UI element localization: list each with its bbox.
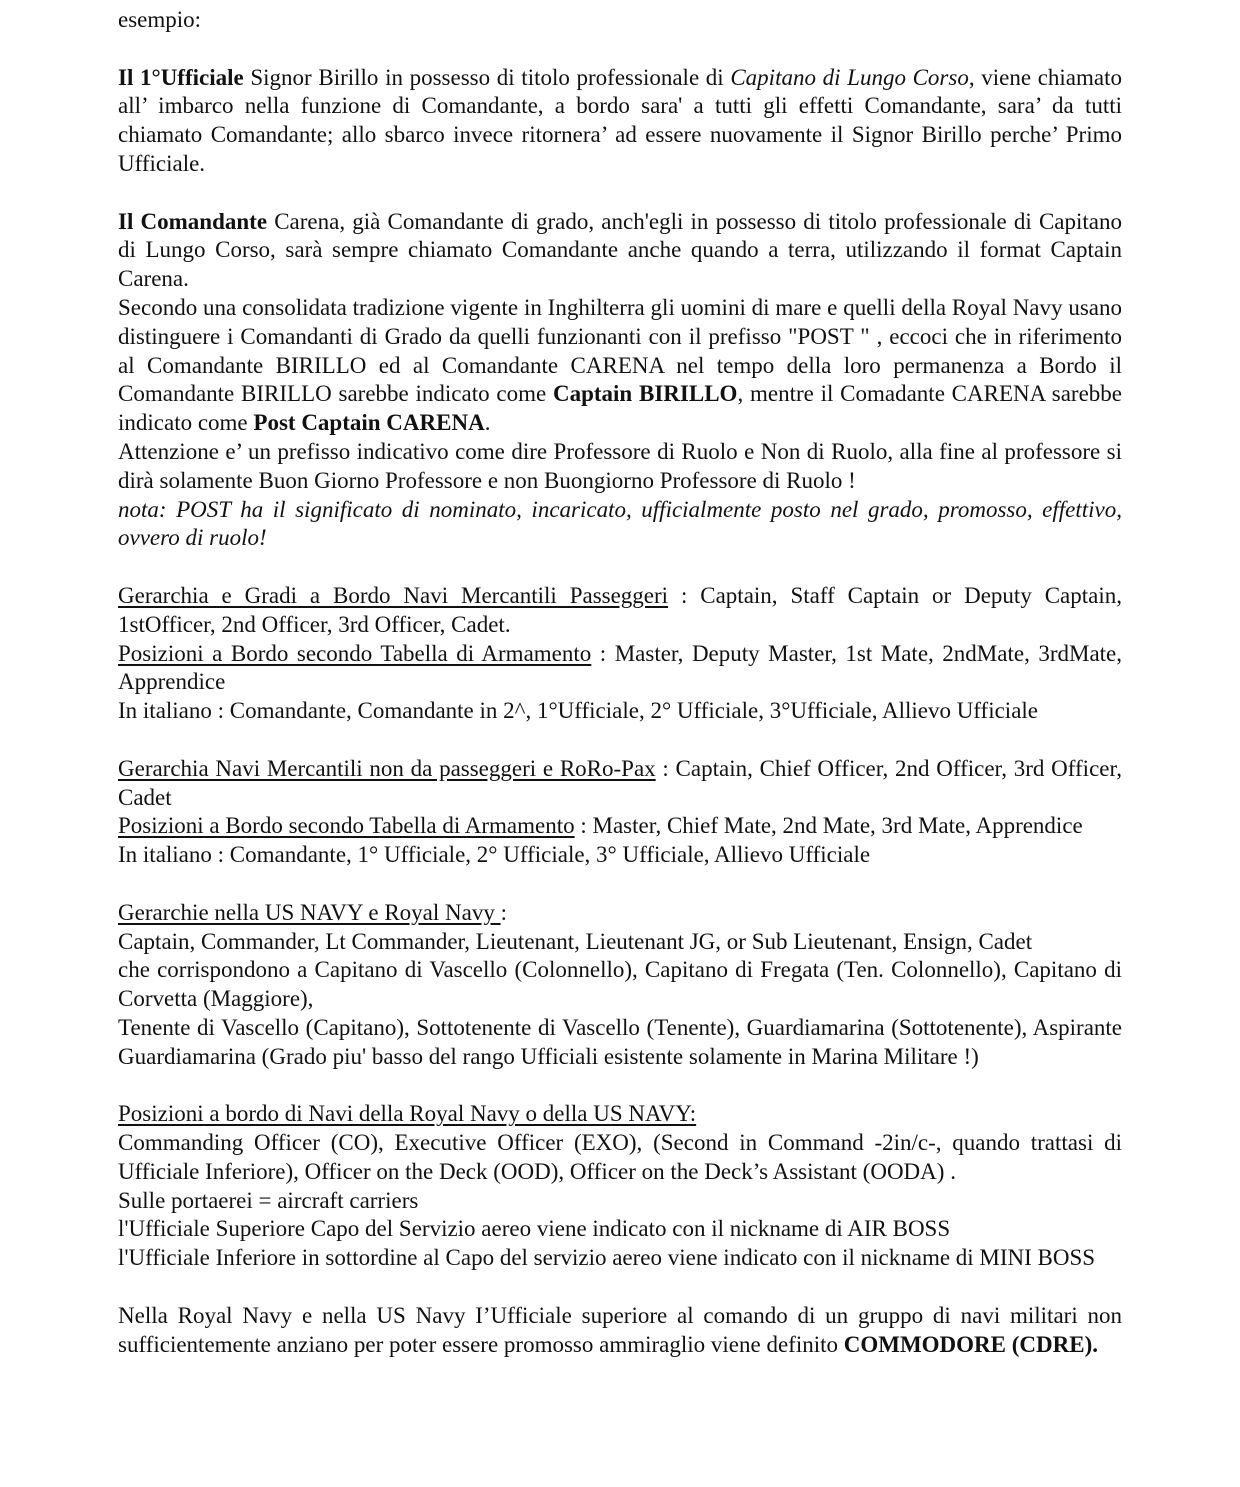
section-heading: Posizioni a bordo di Navi della Royal Navy o della US NAVY: <box>118 1101 697 1127</box>
section-text: : Captain, Staff Captain or Deputy Captain, 1stOfficer, 2nd Officer, 3rd Officer, Cadet. <box>118 582 1123 637</box>
spacer <box>118 553 1122 582</box>
bold-term: Il 1°Ufficiale <box>118 64 244 90</box>
section-cargo-positions <box>118 812 1122 841</box>
paragraph-text: . <box>484 410 491 436</box>
paragraph-commodore <box>118 1302 1122 1360</box>
section-heading: Posizioni a Bordo secondo Tabella di Armamento <box>118 813 575 839</box>
section-navy-lower-ranks: Tenente di Vascello (Capitano), Sottotenente di Vascello (Tenente), Guardiamarina (Sottotenente), Aspirante Guardiamarina (Grado piu' basso del rango Ufficiali esistente solamente in Marina Militare !) <box>118 1014 1122 1069</box>
section-passenger-positions <box>118 640 1122 698</box>
document-page <box>118 6 1122 1359</box>
section-navy-ranks: Captain, Commander, Lt Commander, Lieutenant, Lieutenant JG, or Sub Lieutenant, Ensign, Cadet <box>118 928 1033 954</box>
section-positions-list: Commanding Officer (CO), Executive Officer (EXO), (Second in Command -2in/c-, quando trattasi di Ufficiale Inferiore), Officer on the Deck (OOD), Officer on the Deck’s Assistant (OODA) . <box>118 1130 1122 1184</box>
spacer <box>118 179 1122 208</box>
section-text: : Master, Deputy Master, 1st Mate, 2ndMate, 3rdMate, Apprendice <box>118 640 1123 695</box>
section-positions-mini-boss: l'Ufficiale Inferiore in sottordine al Capo del servizio aereo viene indicato con il nickname di MINI BOSS <box>118 1245 1096 1271</box>
section-heading: Gerarchia e Gradi a Bordo Navi Mercantili Passeggeri <box>118 582 669 608</box>
note-paragraph: nota: POST ha il significato di nominato, incaricato, ufficialmente posto nel grado, promosso, effettivo, ovvero di ruolo! <box>118 496 1122 551</box>
italic-term: Capitano di Lungo Corso <box>730 64 969 90</box>
paragraph-first-officer <box>118 64 1122 179</box>
bold-term: COMMODORE (CDRE). <box>843 1331 1098 1357</box>
section-positions-carriers: Sulle portaerei = aircraft carriers <box>118 1187 419 1213</box>
section-heading: Gerarchia Navi Mercantili non da passeggeri e RoRo-Pax <box>118 755 656 781</box>
section-text: : Master, Chief Mate, 2nd Mate, 3rd Mate, Apprendice <box>574 813 1083 839</box>
bold-term: Il Comandante <box>118 208 268 234</box>
paragraph-text: Nella Royal Navy e nella US Navy I’Ufficiale superiore al comando di un gruppo di navi militari non sufficientemente anziano per poter essere promosso ammiraglio viene definito <box>118 1302 1122 1357</box>
section-text: : <box>500 899 507 925</box>
paragraph-attenzione: Attenzione e’ un prefisso indicativo come dire Professore di Ruolo e Non di Ruolo, alla fine al professore si dirà solamente Buon Giorno Professore e non Buongiorno Professore di Ruolo ! <box>118 438 1122 493</box>
spacer <box>118 35 1122 64</box>
paragraph-post-captain <box>118 294 1122 438</box>
section-heading: Posizioni a Bordo secondo Tabella di Armamento <box>118 640 592 666</box>
paragraph-text: Carena, già Comandante di grado, anch'egli in possesso di titolo professionale di Capitano di Lungo Corso, sarà sempre chiamato Comandante anche quando a terra, utilizzando il format Captain Carena. <box>118 208 1122 292</box>
section-positions-heading <box>118 1100 1122 1129</box>
bold-term: Captain BIRILLO <box>552 381 738 407</box>
section-passenger-italiano: In italiano : Comandante, Comandante in 2^, 1°Ufficiale, 2° Ufficiale, 3°Ufficiale, Allievo Ufficiale <box>118 698 1038 724</box>
paragraph-text: , viene chiamato all’ imbarco nella funzione di Comandante, a bordo sara' a tutti gli effetti Comandante, sara’ da tutti chiamato Comandante; allo sbarco invece ritornera’ ad essere nuovamente il Signor Birillo perche’ Primo Ufficiale. <box>118 64 1122 176</box>
section-navy-heading <box>118 899 1122 928</box>
section-heading: Gerarchie nella US NAVY e Royal Navy <box>118 899 501 925</box>
paragraph-text: Secondo una consolidata tradizione vigente in Inghilterra gli uomini di mare e quelli della Royal Navy usano distinguere i Comandanti di Grado da quelli funzionanti con il prefisso "POST " , eccoci che in riferimento al Comandante BIRILLO ed al Comandante CARENA nel tempo della loro permanenza a Bordo il Comandante BIRILLO sarebbe indicato come <box>118 294 1122 407</box>
section-navy-correspondence: che corrispondono a Capitano di Vascello (Colonnello), Capitano di Fregata (Ten. Colonnello), Capitano di Corvetta (Maggiore), <box>118 957 1122 1012</box>
spacer <box>118 1071 1122 1100</box>
spacer <box>118 870 1122 899</box>
spacer <box>118 726 1122 755</box>
paragraph-text: , mentre il Comadante CARENA sarebbe indicato come <box>118 381 1122 436</box>
section-text: : Captain, Chief Officer, 2nd Officer, 3rd Officer, Cadet <box>118 755 1122 810</box>
paragraph-commander <box>118 208 1122 294</box>
bold-term: Post Captain CARENA <box>253 410 485 436</box>
spacer <box>118 1273 1122 1302</box>
section-cargo-hierarchy <box>118 755 1122 813</box>
section-passenger-hierarchy <box>118 582 1122 640</box>
intro-line: esempio: <box>118 7 202 32</box>
section-cargo-italiano: In italiano : Comandante, 1° Ufficiale, 2° Ufficiale, 3° Ufficiale, Allievo Ufficiale <box>118 842 871 868</box>
section-positions-air-boss: l'Ufficiale Superiore Capo del Servizio aereo viene indicato con il nickname di AIR BOSS <box>118 1216 951 1242</box>
paragraph-text: Signor Birillo in possesso di titolo professionale di <box>243 64 731 90</box>
